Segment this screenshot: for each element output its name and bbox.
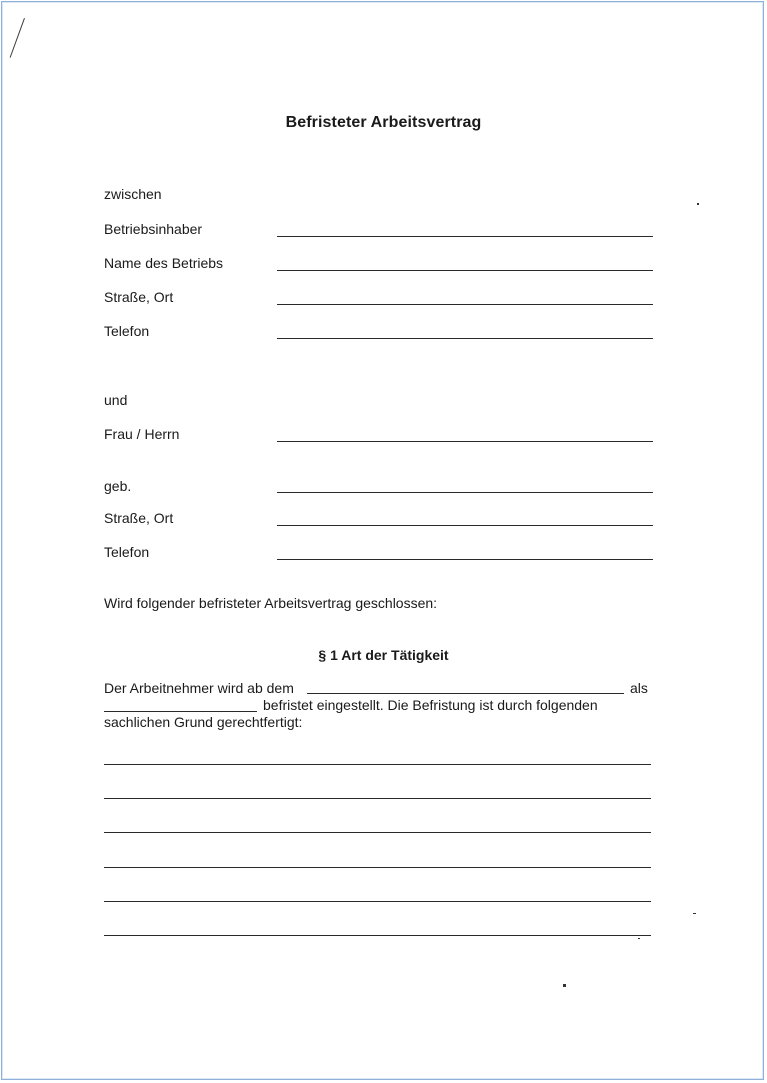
scan-speck (563, 984, 566, 987)
employer-owner-label: Betriebsinhaber (104, 221, 203, 237)
scan-speck (638, 938, 640, 939)
employee-address-field[interactable] (277, 525, 653, 526)
party-intro-text: zwischen (104, 186, 162, 202)
section-1-line-3: sachlichen Grund gerechtfertigt: (104, 714, 303, 730)
employee-phone-label: Telefon (104, 544, 150, 560)
connector-text: und (104, 392, 128, 408)
start-date-field[interactable] (307, 693, 624, 694)
employee-phone-field[interactable] (277, 559, 653, 560)
employer-owner-field[interactable] (277, 236, 653, 237)
employer-business-name-label: Name des Betriebs (104, 255, 224, 271)
document-page (4, 4, 761, 1077)
scan-speck (697, 203, 699, 205)
section-1-line-1-end: als (630, 680, 648, 696)
employer-business-name-field[interactable] (277, 270, 653, 271)
employer-address-label: Straße, Ort (104, 289, 174, 305)
scan-speck (693, 913, 696, 914)
employee-name-label: Frau / Herrn (104, 426, 180, 442)
reason-line-3[interactable] (104, 832, 651, 833)
employee-name-field[interactable] (277, 441, 653, 442)
employer-phone-label: Telefon (104, 323, 150, 339)
reason-line-2[interactable] (104, 798, 651, 799)
reason-line-1[interactable] (104, 764, 651, 765)
document-title: Befristeter Arbeitsvertrag (285, 114, 482, 131)
reason-line-6[interactable] (104, 935, 651, 936)
section-1-heading: § 1 Art der Tätigkeit (318, 647, 449, 663)
section-1-line-2: befristet eingestellt. Die Befristung ist durch folgenden (263, 697, 598, 713)
employee-birth-field[interactable] (277, 492, 653, 493)
reason-line-4[interactable] (104, 867, 651, 868)
job-title-field[interactable] (104, 711, 257, 712)
employer-phone-field[interactable] (277, 338, 653, 339)
employer-address-field[interactable] (277, 304, 653, 305)
employee-birth-label: geb. (104, 478, 132, 494)
employee-address-label: Straße, Ort (104, 510, 174, 526)
agreement-text: Wird folgender befristeter Arbeitsvertrag geschlossen: (104, 595, 438, 611)
reason-line-5[interactable] (104, 901, 651, 902)
section-1-line-1-start: Der Arbeitnehmer wird ab dem (104, 680, 294, 696)
